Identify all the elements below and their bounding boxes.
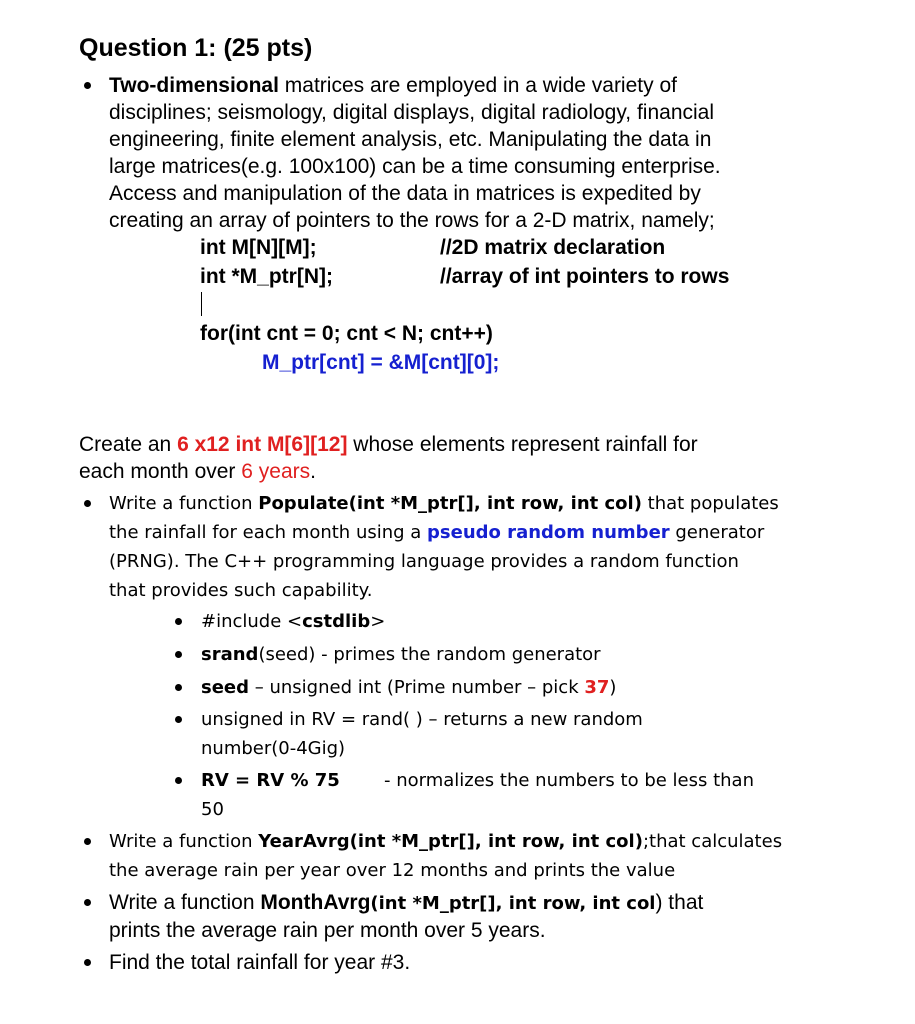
intro-lead: Two-dimensional xyxy=(109,74,279,97)
total-rainfall-task: Find the total rainfall for year #3. xyxy=(109,951,411,974)
intro-line-2: disciplines; seismology, digital displays, digital radiology, financial xyxy=(109,101,715,124)
populate-line-1 xyxy=(109,489,779,518)
task-years: 6 years xyxy=(241,460,311,483)
monthavrg-line-2: prints the average rain per month over 5 years. xyxy=(109,919,546,942)
yearavrg-signature: YearAvrg(int *M_ptr[], int row, int col) xyxy=(258,831,643,852)
sub-seed xyxy=(201,673,616,702)
seed-value: 37 xyxy=(584,677,610,698)
bullet-icon xyxy=(175,651,182,658)
monthavrg-line-1 xyxy=(109,889,703,917)
code-comment-pointers: //array of int pointers to rows xyxy=(440,265,730,288)
monthavrg-prefix: Write a function xyxy=(109,891,261,914)
sub-srand xyxy=(201,640,601,669)
bullet-icon xyxy=(84,959,91,966)
monthavrg-params: (int *M_ptr[], int row, int col xyxy=(370,893,656,914)
bullet-icon xyxy=(175,618,182,625)
intro-line-6: creating an array of pointers to the rows for a 2-D matrix, namely; xyxy=(109,209,715,232)
yearavrg-suffix: ;that calculates xyxy=(642,831,783,852)
task-line-2-prefix: each month over xyxy=(79,460,242,483)
task-line-1 xyxy=(79,431,698,458)
sub-modulo-line-2: 50 xyxy=(201,799,224,820)
code-decl-matrix: int M[N][M]; xyxy=(200,236,317,259)
intro-line-1 xyxy=(109,72,677,99)
sub-rand-line-2: number(0-4Gig) xyxy=(201,738,346,759)
populate-suffix: that populates xyxy=(641,493,779,514)
populate-line-2-suffix: generator xyxy=(669,522,765,543)
sub-modulo: RV = RV % 75 xyxy=(201,770,340,791)
seed-name: seed xyxy=(201,677,250,698)
bullet-icon xyxy=(175,716,182,723)
bullet-icon xyxy=(84,838,91,845)
populate-prefix: Write a function xyxy=(109,493,259,514)
populate-line-2 xyxy=(109,518,764,547)
include-prefix: #include < xyxy=(201,611,303,632)
bullet-icon xyxy=(84,899,91,906)
bullet-icon xyxy=(84,500,91,507)
populate-line-2-prefix: the rainfall for each month using a xyxy=(109,522,428,543)
task-prefix: Create an xyxy=(79,433,178,456)
bullet-icon xyxy=(84,82,91,89)
task-line-2 xyxy=(79,458,316,485)
srand-desc: (seed) - primes the random generator xyxy=(258,644,601,665)
monthavrg-suffix: ) that xyxy=(655,891,704,914)
task-suffix: whose elements represent rainfall for xyxy=(347,433,698,456)
code-assign: M_ptr[cnt] = &M[cnt][0]; xyxy=(262,351,500,374)
sub-modulo-desc: - normalizes the numbers to be less than xyxy=(384,770,754,791)
task-matrix-size: 6 x12 int M[6][12] xyxy=(177,433,348,456)
populate-prng: pseudo random number xyxy=(427,522,670,543)
intro-line-5: Access and manipulation of the data in matrices is expedited by xyxy=(109,182,701,205)
task-line-2-suffix: . xyxy=(310,460,316,483)
intro-line-1-text: matrices are employed in a wide variety of xyxy=(278,74,677,97)
bullet-icon xyxy=(175,777,182,784)
yearavrg-line-2: the average rain per year over 12 months and prints the value xyxy=(109,860,676,881)
monthavrg-name: MonthAvrg xyxy=(260,891,371,914)
seed-close: ) xyxy=(609,677,617,698)
intro-line-4: large matrices(e.g. 100x100) can be a time consuming enterprise. xyxy=(109,155,721,178)
populate-signature: Populate(int *M_ptr[], int row, int col) xyxy=(258,493,642,514)
include-suffix: > xyxy=(370,611,386,632)
srand-name: srand xyxy=(201,644,259,665)
bullet-icon xyxy=(175,684,182,691)
seed-desc: – unsigned int (Prime number – pick xyxy=(249,677,585,698)
code-for-loop: for(int cnt = 0; cnt < N; cnt++) xyxy=(200,322,493,345)
include-header: cstdlib xyxy=(302,611,371,632)
code-decl-pointers: int *M_ptr[N]; xyxy=(200,265,333,288)
text-cursor xyxy=(201,292,202,316)
intro-line-3: engineering, finite element analysis, etc. Manipulating the data in xyxy=(109,128,712,151)
question-title: Question 1: (25 pts) xyxy=(79,34,313,62)
code-comment-matrix: //2D matrix declaration xyxy=(440,236,666,259)
populate-line-4: that provides such capability. xyxy=(109,580,373,601)
populate-line-3: (PRNG). The C++ programming language provides a random function xyxy=(109,551,739,572)
sub-include xyxy=(201,607,385,636)
yearavrg-prefix: Write a function xyxy=(109,831,259,852)
yearavrg-line-1 xyxy=(109,827,782,856)
sub-rand-line-1: unsigned in RV = rand( ) – returns a new random xyxy=(201,709,643,730)
